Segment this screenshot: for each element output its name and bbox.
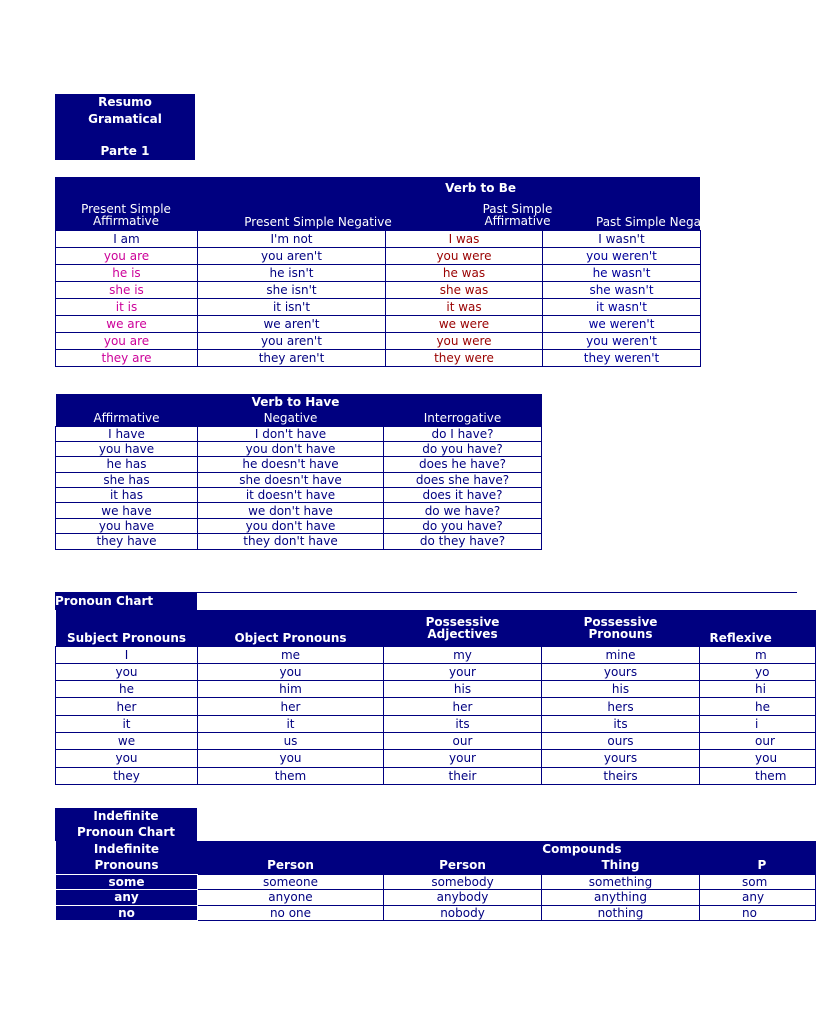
- table-cell: mine: [542, 646, 700, 663]
- pronoun-header: Object Pronouns: [234, 630, 347, 645]
- table-cell: hers: [542, 698, 700, 715]
- table-cell: you: [56, 750, 198, 767]
- table-cell: he isn't: [198, 265, 386, 282]
- table-cell: it: [56, 715, 198, 732]
- table-row: [56, 457, 542, 472]
- table-cell: do they have?: [384, 534, 542, 549]
- table-cell: me: [198, 646, 384, 663]
- table-cell: you were: [386, 333, 543, 350]
- table-cell: you are: [56, 248, 198, 265]
- table-cell: you weren't: [543, 333, 701, 350]
- table-cell: you weren't: [543, 248, 701, 265]
- table-row: [56, 231, 701, 248]
- table-cell: ours: [542, 732, 700, 749]
- table-cell: its: [542, 715, 700, 732]
- table-cell: my: [384, 646, 542, 663]
- table-row: [56, 265, 701, 282]
- verb-be-title: Verb to Be: [445, 181, 516, 195]
- table-cell: nobody: [384, 905, 542, 921]
- compounds-sub-header: Thing: [601, 858, 640, 873]
- indefinite-col-header: Indefinite: [93, 842, 160, 856]
- verb-be-table: [55, 177, 724, 367]
- table-cell: we aren't: [198, 316, 386, 333]
- table-cell: you: [56, 663, 198, 680]
- table-cell: it is: [56, 299, 198, 316]
- verb-be-header: Past Simple Affirmative: [482, 201, 553, 228]
- table-cell: you don't have: [198, 518, 384, 533]
- table-row: [56, 681, 816, 698]
- table-cell: he was: [386, 265, 543, 282]
- table-cell: you aren't: [198, 248, 386, 265]
- table-cell: your: [384, 750, 542, 767]
- verb-have-title: Verb to Have: [251, 395, 340, 409]
- table-cell: them: [198, 767, 384, 784]
- table-cell: she isn't: [198, 282, 386, 299]
- table-row: [56, 488, 542, 503]
- table-cell: their: [384, 767, 542, 784]
- table-cell: he doesn't have: [198, 457, 384, 472]
- table-cell: its: [384, 715, 542, 732]
- table-cell: she wasn't: [543, 282, 701, 299]
- table-cell: they are: [56, 350, 198, 367]
- indefinite-table: [55, 808, 768, 921]
- table-cell: she was: [386, 282, 543, 299]
- table-cell: we are: [56, 316, 198, 333]
- table-cell: no one: [198, 905, 384, 921]
- table-row: [56, 350, 701, 367]
- table-cell: his: [542, 681, 700, 698]
- table-row: [56, 732, 816, 749]
- title-line-1: Resumo: [98, 95, 152, 109]
- table-cell: them: [700, 767, 816, 784]
- table-cell: no: [56, 905, 198, 921]
- table-cell: they have: [56, 534, 198, 549]
- indefinite-col-header: Pronouns: [94, 858, 159, 873]
- table-cell: her: [198, 698, 384, 715]
- table-row: [56, 890, 816, 906]
- verb-have-table: [55, 394, 542, 550]
- indefinite-title: [55, 808, 197, 841]
- table-cell: I don't have: [198, 426, 384, 441]
- table-cell: he: [700, 698, 816, 715]
- pronoun-chart-table: [55, 592, 787, 785]
- table-cell: we have: [56, 503, 198, 518]
- table-cell: her: [56, 698, 198, 715]
- table-cell: you aren't: [198, 333, 386, 350]
- verb-have-header: Affirmative: [93, 410, 160, 425]
- table-row: [56, 316, 701, 333]
- title-line-2: Gramatical: [88, 111, 162, 126]
- indefinite-title-line-2: Pronoun Chart: [76, 825, 176, 839]
- indefinite-title-line-1: Indefinite: [93, 809, 159, 823]
- table-row: [56, 698, 816, 715]
- table-cell: we were: [386, 316, 543, 333]
- table-cell: I was: [386, 231, 543, 248]
- table-cell: I'm not: [198, 231, 386, 248]
- table-row: [56, 333, 701, 350]
- table-row: [56, 441, 542, 456]
- table-cell: hi: [700, 681, 816, 698]
- table-row: [56, 282, 701, 299]
- compounds-header: Compounds: [542, 842, 622, 856]
- table-cell: do you have?: [384, 441, 542, 456]
- pronoun-header: Possessive Pronouns: [583, 614, 658, 641]
- table-cell: m: [700, 646, 816, 663]
- compounds-sub-header: P: [757, 858, 767, 873]
- title-line-3: Parte 1: [100, 144, 150, 158]
- table-cell: any: [700, 890, 816, 906]
- table-cell: yo: [700, 663, 816, 680]
- table-cell: I wasn't: [543, 231, 701, 248]
- table-cell: theirs: [542, 767, 700, 784]
- table-cell: it has: [56, 488, 198, 503]
- verb-be-header: Present Simple Negative: [244, 215, 392, 229]
- table-cell: you have: [56, 441, 198, 456]
- table-row: [56, 248, 701, 265]
- table-cell: her: [384, 698, 542, 715]
- table-cell: it doesn't have: [198, 488, 384, 503]
- table-cell: we weren't: [543, 316, 701, 333]
- table-cell: nothing: [542, 905, 700, 921]
- table-cell: your: [384, 663, 542, 680]
- table-cell: they were: [386, 350, 543, 367]
- pronoun-chart-title: Pronoun Chart: [55, 592, 197, 610]
- table-cell: anything: [542, 890, 700, 906]
- table-cell: him: [198, 681, 384, 698]
- table-cell: they aren't: [198, 350, 386, 367]
- table-cell: you were: [386, 248, 543, 265]
- table-cell: they: [56, 767, 198, 784]
- table-cell: does he have?: [384, 457, 542, 472]
- table-cell: does it have?: [384, 488, 542, 503]
- table-cell: do you have?: [384, 518, 542, 533]
- compounds-sub-header: Person: [439, 858, 486, 873]
- table-cell: it wasn't: [543, 299, 701, 316]
- table-cell: we don't have: [198, 503, 384, 518]
- table-row: [56, 534, 542, 549]
- table-cell: our: [700, 732, 816, 749]
- table-cell: she has: [56, 472, 198, 487]
- table-cell: they weren't: [543, 350, 701, 367]
- table-cell: he is: [56, 265, 198, 282]
- table-row: [56, 663, 816, 680]
- table-cell: I: [56, 646, 198, 663]
- table-cell: us: [198, 732, 384, 749]
- table-cell: you: [198, 663, 384, 680]
- table-cell: she doesn't have: [198, 472, 384, 487]
- table-cell: I have: [56, 426, 198, 441]
- table-cell: someone: [198, 874, 384, 890]
- table-row: [56, 646, 816, 663]
- table-cell: he wasn't: [543, 265, 701, 282]
- table-cell: something: [542, 874, 700, 890]
- table-row: [56, 518, 542, 533]
- compounds-sub-header: Person: [267, 858, 314, 873]
- table-row: [56, 715, 816, 732]
- table-row: [56, 874, 816, 890]
- title-box: [55, 94, 195, 160]
- table-cell: he: [56, 681, 198, 698]
- table-cell: you have: [56, 518, 198, 533]
- table-cell: do we have?: [384, 503, 542, 518]
- table-cell: you don't have: [198, 441, 384, 456]
- table-cell: you: [700, 750, 816, 767]
- table-cell: anyone: [198, 890, 384, 906]
- verb-have-header: Interrogative: [423, 410, 502, 425]
- table-cell: does she have?: [384, 472, 542, 487]
- table-cell: yours: [542, 663, 700, 680]
- table-cell: his: [384, 681, 542, 698]
- table-row: [56, 767, 816, 784]
- table-cell: we: [56, 732, 198, 749]
- table-row: [56, 426, 542, 441]
- pronoun-header: Subject Pronouns: [66, 630, 187, 645]
- table-cell: you: [198, 750, 384, 767]
- table-cell: som: [700, 874, 816, 890]
- table-cell: any: [56, 890, 198, 906]
- table-cell: no: [700, 905, 816, 921]
- table-cell: do I have?: [384, 426, 542, 441]
- table-cell: somebody: [384, 874, 542, 890]
- pronoun-header: Possessive Adjectives: [425, 614, 500, 641]
- table-row: [56, 299, 701, 316]
- table-row: [56, 503, 542, 518]
- table-cell: I am: [56, 231, 198, 248]
- table-row: [56, 472, 542, 487]
- table-cell: she is: [56, 282, 198, 299]
- table-cell: our: [384, 732, 542, 749]
- table-cell: it was: [386, 299, 543, 316]
- table-cell: he has: [56, 457, 198, 472]
- table-cell: you are: [56, 333, 198, 350]
- table-cell: anybody: [384, 890, 542, 906]
- table-cell: it: [198, 715, 384, 732]
- table-row: [56, 750, 816, 767]
- table-row: [56, 905, 816, 921]
- verb-be-header: Present Simple Affirmative: [81, 201, 171, 228]
- verb-have-header: Negative: [263, 410, 318, 425]
- verb-be-header: Past Simple Negative: [596, 215, 724, 229]
- pronoun-header: Reflexive: [709, 630, 772, 645]
- table-cell: some: [56, 874, 198, 890]
- table-cell: yours: [542, 750, 700, 767]
- table-cell: it isn't: [198, 299, 386, 316]
- table-cell: they don't have: [198, 534, 384, 549]
- table-cell: i: [700, 715, 816, 732]
